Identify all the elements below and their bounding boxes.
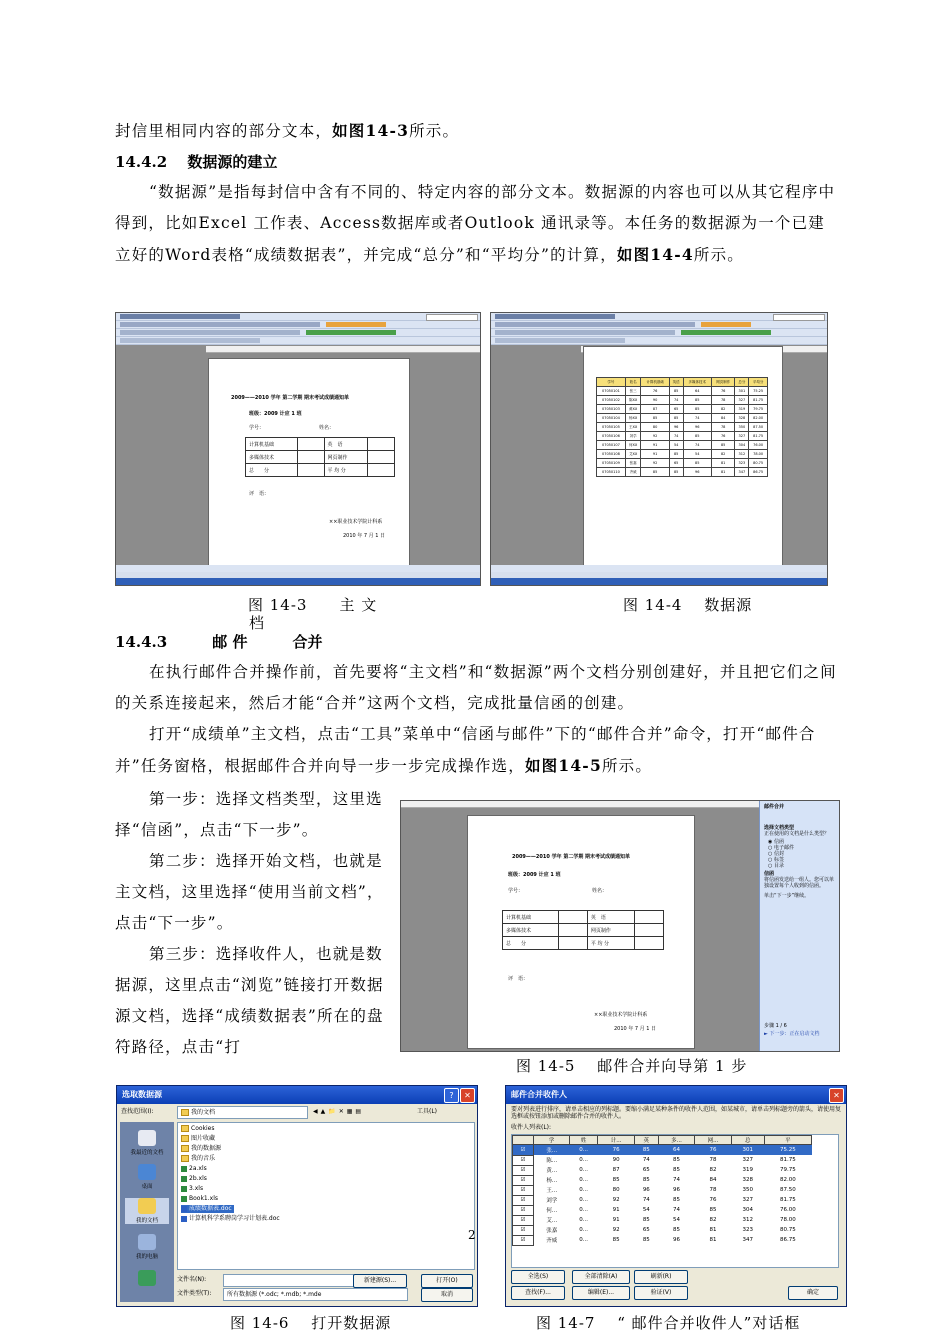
table-cell: 85 (709, 1207, 717, 1213)
table-cell: 0... (579, 1207, 589, 1213)
score-table: 计算机基础 英 语 多媒体技术 网页制作 总 分 平 均 分 (245, 437, 395, 477)
list-item[interactable]: 我的音乐 (181, 1155, 215, 1163)
table-cell: 92 (641, 459, 669, 468)
table-cell: 07050102 (597, 396, 626, 405)
table-cell: 96 (672, 1187, 680, 1193)
table-cell: 齐威 (546, 1238, 558, 1244)
option-label[interactable]: ○ 标签 (768, 857, 784, 863)
table-cell: 陈XX (625, 396, 641, 405)
main-document-page: 2009——2010 学年 第二学期 期末考试成绩通知单 班级：2009 计应 1 班 学号： 姓名： 计算机基础 英 语 多媒体技术 网页制作 总 分 平 均 分 评 语： ××职业技术学院计科系 2010 年 7 月 1 日 (208, 358, 410, 570)
table-cell: 07050106 (597, 432, 626, 441)
table-cell: 85 (642, 1147, 650, 1153)
table-row (597, 432, 768, 441)
table-cell: 黄XX (625, 405, 641, 414)
table-cell: 0... (579, 1227, 589, 1233)
table-cell: 81 (709, 1237, 717, 1243)
table-cell: 85 (672, 1167, 680, 1173)
table-row[interactable] (513, 1215, 812, 1225)
list-item[interactable]: 我的数据源 (181, 1145, 221, 1153)
table-cell: 艾... (546, 1218, 558, 1224)
table-cell: 齐威 (625, 468, 641, 477)
table-cell: 76.00 (780, 1207, 796, 1213)
table-cell: 艾XX (625, 450, 641, 459)
paragraph-merge-intro: 在执行邮件合并操作前，首先要将“主文档”和“数据源”两个文档分别创建好，并且把它们之间的关系连接起来，然后才能“合并”这两个文档，完成批量信函的创建。 (115, 663, 837, 712)
list-item[interactable]: 3.xls (181, 1185, 203, 1193)
clear-all-button[interactable]: 全部清除(A) (572, 1270, 630, 1284)
filename-input[interactable] (223, 1274, 354, 1287)
table-row[interactable] (513, 1175, 812, 1185)
table-cell: 85 (672, 1227, 680, 1233)
column-header: 总分 (735, 378, 749, 387)
table-cell: 82 (709, 1167, 717, 1173)
table-cell: 85 (612, 1237, 620, 1243)
column-header[interactable]: 学 (534, 1136, 570, 1145)
recipient-checkbox[interactable]: ☑ (513, 1205, 534, 1215)
table-row[interactable] (513, 1165, 812, 1175)
table-cell: 76 (709, 1197, 717, 1203)
table-cell: 85 (642, 1217, 650, 1223)
places-bar (120, 1122, 174, 1302)
cancel-button[interactable]: 取消 (421, 1288, 473, 1302)
table-row (597, 414, 768, 423)
table-cell: 杨... (546, 1178, 558, 1184)
caption-figure-14-3-wrap: 档 (249, 614, 266, 632)
table-row[interactable] (513, 1185, 812, 1195)
table-cell: 78.00 (749, 450, 768, 459)
caption-figure-14-7: 图 14-7 “ 邮件合并收件人”对话框 (536, 1314, 801, 1332)
recipient-list[interactable] (511, 1134, 839, 1268)
ok-button[interactable]: 确定 (788, 1286, 838, 1300)
table-cell: 76 (709, 1147, 717, 1153)
table-cell: 81 (709, 1227, 717, 1233)
recipient-checkbox[interactable]: ☑ (513, 1215, 534, 1225)
table-cell: 85 (669, 450, 683, 459)
table-cell: 07050103 (597, 405, 626, 414)
table-cell: 96 (669, 423, 683, 432)
table-cell: 07050109 (597, 459, 626, 468)
column-header (513, 1136, 534, 1145)
table-cell: 319 (735, 405, 749, 414)
column-header: 姓名 (625, 378, 641, 387)
option-email[interactable]: ○ 电子邮件 (768, 845, 794, 851)
table-cell: 65 (642, 1167, 650, 1173)
table-cell: 86.75 (780, 1237, 796, 1243)
option-directory[interactable]: ○ 目录 (768, 863, 784, 869)
section-heading-14-4-3: 14.4.3 邮 件 合并 (115, 633, 323, 651)
table-cell: 65 (669, 459, 683, 468)
table-cell: 80 (612, 1187, 620, 1193)
table-cell: 王XX (625, 423, 641, 432)
table-cell: 07050105 (597, 423, 626, 432)
table-cell: 76 (612, 1147, 620, 1153)
table-cell: 90 (612, 1157, 620, 1163)
table-cell: 刘学 (625, 432, 641, 441)
table-row[interactable] (513, 1205, 812, 1215)
table-cell: 350 (735, 423, 749, 432)
table-cell: 74 (672, 1207, 680, 1213)
figure-reference: 如图14-3 (332, 121, 410, 140)
list-item[interactable]: Book1.xls (181, 1195, 218, 1203)
table-cell: 74 (683, 441, 711, 450)
table-cell: 80 (641, 423, 669, 432)
column-header[interactable]: 姓 (569, 1136, 598, 1145)
table-cell: 刘学 (546, 1198, 558, 1204)
recipient-checkbox[interactable]: ☑ (513, 1155, 534, 1165)
recipient-checkbox[interactable]: ☑ (513, 1145, 534, 1156)
step-2-text: 第二步：选择开始文档，也就是主文档，这里选择“使用当前文档”，点击“下一步”。 (115, 852, 384, 932)
table-cell: 78 (709, 1157, 717, 1163)
table-cell: 82 (711, 450, 735, 459)
caption-figure-14-3: 图 14-3 主 文 (248, 596, 378, 614)
place-network[interactable] (125, 1270, 169, 1288)
paragraph-open-mailmerge: 打开“成绩单”主文档，点击“工具”菜单中“信函与邮件”下的“邮件合并”命令，打开“邮件合并”任务窗格，根据邮件合并向导一步一步完成操作选，如图14-5所示。 (115, 725, 816, 775)
table-cell: 86.75 (749, 468, 768, 477)
list-item[interactable]: 图片收藏 (181, 1135, 215, 1143)
table-cell: 85 (642, 1177, 650, 1183)
table-cell: 76 (711, 387, 735, 396)
table-cell: 85 (683, 396, 711, 405)
table-cell: 304 (742, 1207, 754, 1213)
dialog-title: 选取数据源 (117, 1086, 477, 1104)
table-cell: 0... (579, 1197, 589, 1203)
table-cell: 80.75 (749, 459, 768, 468)
close-icon[interactable]: ✕ (460, 1088, 475, 1103)
table-cell: 0... (579, 1147, 589, 1153)
toolbar-icons[interactable]: ◀▲📁✕▦▤ (313, 1108, 365, 1115)
table-cell: 74 (669, 396, 683, 405)
table-cell: 328 (735, 414, 749, 423)
mailmerge-recipients-dialog: 邮件合并收件人 ✕ 要对列表进行排序，请单击相应的列标题。要缩小满足某种条件的收件人范围，如某城市，请单击列标题旁的箭头，请使用复选框或按钮添加或删除邮件合并的收件人。 收件人列表(L): 学 姓 计... 英 多... 网... 总 平 ☑ 张... 0... 76 85 64 76 301 75.25 ☑ 陈... 0... 90 74 85 78 327 81.75 ☑ 黄... 0... 87 65 85 82 319 79.75 ☑ 杨... 0... 85 85 74 84 328 82.00 ☑ 王... 0... 80 96 96 78 350 87.50 ☑ 刘学 0... 92 74 85 76 327 81.75 ☑ 何... 0... 91 54 74 85 304 76.00 ☑ 艾... 0... 91 85 54 82 312 78.00 ☑ 张嘉 0... 92 65 85 81 323 80.75 ☑ 齐威 0... 85 85 96 81 347 86.75 全选(S) 全部清除(A) 刷新(R) 查找(F)... 编辑(E)... 验证(V) 确定 (505, 1085, 847, 1307)
table-cell: 07050108 (597, 450, 626, 459)
table-cell: 350 (742, 1187, 754, 1193)
table-cell: 91 (612, 1217, 620, 1223)
table-cell: 84 (711, 414, 735, 423)
table-cell: 54 (672, 1217, 680, 1223)
table-row (597, 468, 768, 477)
column-header: 学号 (597, 378, 626, 387)
table-cell: 64 (672, 1147, 680, 1153)
table-cell: 327 (742, 1197, 754, 1203)
table-cell: 347 (742, 1237, 754, 1243)
table-cell: 81 (711, 459, 735, 468)
recipient-checkbox[interactable]: ☑ (513, 1235, 534, 1245)
table-cell: 85 (669, 414, 683, 423)
table-cell: 91 (641, 450, 669, 459)
table-cell: 96 (672, 1237, 680, 1243)
table-cell: 陈... (546, 1158, 558, 1164)
file-list[interactable] (177, 1122, 475, 1270)
table-row[interactable] (513, 1155, 812, 1165)
table-cell: 81.75 (780, 1157, 796, 1163)
table-row (597, 396, 768, 405)
table-cell: 85 (672, 1157, 680, 1163)
table-cell: 0... (579, 1167, 589, 1173)
recipient-checkbox[interactable]: ☑ (513, 1195, 534, 1205)
table-cell: 90 (641, 396, 669, 405)
column-header[interactable]: 总 (731, 1136, 764, 1145)
table-cell: 84 (709, 1177, 717, 1183)
list-item[interactable]: 2b.xls (181, 1175, 207, 1183)
list-item[interactable]: 2a.xls (181, 1165, 207, 1173)
table-cell: 78.00 (780, 1217, 796, 1223)
table-cell: 64 (683, 387, 711, 396)
table-cell: 301 (742, 1147, 754, 1153)
table-cell: 87.50 (780, 1187, 796, 1193)
select-datasource-dialog: 选取数据源 ? ✕ 查找范围(I): 我的文档 ◀▲📁✕▦▤ 工具(L) 我最近的文档 桌面 我的文档 我的电脑 Cookies 图片收藏 我的数据源 我的音乐 2a.xls 2b.xls 3.xls Book1.xls 成绩数据表.doc 计算机科学系聘岗学习计划表.doc 文件名(N): 新建源(S)... 打开(O) 文件类型(T): 所有数据源 (*.odc; *.mdb; *.mde 取消 (116, 1085, 478, 1307)
step-3-text: 第三步：选择收件人，也就是数据源，这里点击“浏览”链接打开数据源文档，选择“成绩数据表”所在的盘符路径，点击“打 (115, 945, 384, 1056)
table-cell: 76 (641, 387, 669, 396)
table-cell: 301 (735, 387, 749, 396)
table-cell: 85 (683, 459, 711, 468)
paragraph-intro: 封信里相同内容的部分文本，如图14-3所示。 (115, 121, 460, 140)
table-row (597, 405, 768, 414)
table-cell: 85 (683, 405, 711, 414)
table-cell: 91 (641, 441, 669, 450)
wizard-document-page: 2009——2010 学年 第二学期 期末考试成绩通知单 班级：2009 计应 1 班 学号： 姓名： 计算机基础 英 语 多媒体技术 网页制作 总 分 平 均 分 评 语： ××职业技术学院计科系 2010 年 7 月 1 日 (467, 815, 695, 1049)
table-cell: 85 (669, 387, 683, 396)
table-cell: 张三 (625, 387, 641, 396)
table-cell: 张嘉 (625, 459, 641, 468)
filetype-select[interactable]: 所有数据源 (*.odc; *.mdb; *.mde (223, 1288, 408, 1301)
next-step-link[interactable]: ► 下一步：正在启动文档 (764, 1031, 820, 1037)
table-cell: 07050110 (597, 468, 626, 477)
table-cell: 74 (642, 1197, 650, 1203)
place-desktop[interactable]: 桌面 (125, 1164, 169, 1190)
table-row[interactable] (513, 1225, 812, 1235)
table-cell: 82 (711, 405, 735, 414)
caption-figure-14-4: 图 14-4 数据源 (623, 596, 753, 614)
list-item[interactable]: Cookies (181, 1125, 215, 1133)
table-cell: 87.50 (749, 423, 768, 432)
table-cell: 323 (735, 459, 749, 468)
section-heading-14-4-2: 14.4.2 数据源的建立 (115, 153, 278, 171)
figure-14-3-main-document-screenshot (115, 312, 481, 586)
table-cell: 92 (612, 1197, 620, 1203)
recipient-table (512, 1135, 812, 1246)
datasource-page (583, 346, 783, 570)
table-cell: 87 (612, 1167, 620, 1173)
open-button[interactable]: 打开(O) (421, 1274, 473, 1288)
recipient-checkbox[interactable]: ☑ (513, 1225, 534, 1235)
column-header[interactable]: 计... (598, 1136, 634, 1145)
table-cell: 319 (742, 1167, 754, 1173)
table-row[interactable] (513, 1235, 812, 1245)
table-cell: 54 (683, 450, 711, 459)
table-cell: 80.75 (780, 1227, 796, 1233)
refresh-button[interactable]: 刷新(R) (634, 1270, 688, 1284)
table-cell: 327 (735, 396, 749, 405)
recipient-checkbox[interactable]: ☑ (513, 1165, 534, 1175)
step-1-text: 第一步：选择文档类型，这里选择“信函”，点击“下一步”。 (115, 790, 383, 839)
table-cell: 75.25 (749, 387, 768, 396)
place-recent[interactable]: 我最近的文档 (125, 1130, 169, 1156)
caption-figure-14-5: 图 14-5 邮件合并向导第 1 步 (516, 1057, 748, 1075)
table-cell: 96 (683, 468, 711, 477)
table-cell: 0... (579, 1187, 589, 1193)
dialog-title: 邮件合并收件人 (506, 1086, 846, 1104)
instructions-text: 要对列表进行排序，请单击相应的列标题。要缩小满足某种条件的收件人范围，如某城市，请单击列标题旁的箭头，请使用复选框或按钮添加或删除邮件合并的收件人。 (511, 1106, 842, 1120)
table-cell: 74 (683, 414, 711, 423)
validate-button[interactable]: 验证(V) (634, 1286, 688, 1300)
caption-figure-14-6: 图 14-6 打开数据源 (230, 1314, 392, 1332)
datasource-table (596, 377, 768, 477)
table-cell: 312 (735, 450, 749, 459)
column-header: 计算机基础 (641, 378, 669, 387)
column-header[interactable]: 多... (658, 1136, 694, 1145)
figure-14-5-mailmerge-wizard-screenshot (400, 800, 840, 1052)
table-cell: 74 (672, 1177, 680, 1183)
table-cell: 0... (579, 1177, 589, 1183)
find-button[interactable]: 查找(F)... (511, 1286, 565, 1300)
table-cell: 81 (711, 468, 735, 477)
table-cell: 65 (669, 405, 683, 414)
mailmerge-task-pane: 邮件合并 选择文档类型 正在使用的文档是什么类型？ ◉ 信函 ○ 电子邮件 ○ 信封 ○ 标签 ○ 目录 信函 将信函发送给一组人。您可以单独设置每个人收到的信函。 单击“下一步”继续。 步骤 1 / 6 ► 下一步：正在启动文档 (759, 801, 840, 1051)
tools-menu[interactable]: 工具(L) (417, 1108, 438, 1115)
table-row (597, 459, 768, 468)
figure-14-4-datasource-screenshot (490, 312, 828, 586)
option-letter[interactable]: ◉ 信函 (768, 839, 784, 845)
edit-button[interactable]: 编辑(E)... (572, 1286, 630, 1300)
place-mycomputer[interactable]: 我的电脑 (125, 1234, 169, 1260)
table-cell: 96 (642, 1187, 650, 1193)
table-cell: 81.75 (749, 432, 768, 441)
table-row (597, 450, 768, 459)
table-cell: 82 (709, 1217, 717, 1223)
option-envelope[interactable]: ○ 信封 (768, 851, 784, 857)
paragraph-datasource: “数据源”是指每封信中含有不同的、特定内容的部分文本。数据源的内容也可以从其它程序中得到，比如Excel 工作表、Access数据库或者Outlook 通讯录等。本任务的数据源为一个已建立好的Word表格“成绩数据表”，并完成“总分”和“平均分”的计算，如图14-4所示。 (115, 183, 836, 264)
table-cell: 82.00 (749, 414, 768, 423)
table-row (597, 441, 768, 450)
page-number: 2 (468, 1228, 476, 1242)
table-row (597, 423, 768, 432)
column-header[interactable]: 网... (695, 1136, 731, 1145)
list-item-selected[interactable]: 成绩数据表.doc (181, 1205, 234, 1213)
table-cell: 85 (641, 468, 669, 477)
table-cell: 0... (579, 1237, 589, 1243)
recipient-checkbox[interactable]: ☑ (513, 1185, 534, 1195)
table-cell: 0... (579, 1157, 589, 1163)
table-cell: 54 (669, 441, 683, 450)
table-cell: 杨XX (625, 414, 641, 423)
table-cell: 74 (642, 1157, 650, 1163)
table-cell: 327 (735, 432, 749, 441)
place-mydocuments[interactable]: 我的文档 (125, 1198, 169, 1224)
table-cell: 78 (709, 1187, 717, 1193)
table-cell: 81.75 (749, 396, 768, 405)
table-cell: 323 (742, 1227, 754, 1233)
table-cell: 327 (742, 1157, 754, 1163)
column-header: 网页制作 (711, 378, 735, 387)
table-cell: 何XX (625, 441, 641, 450)
table-cell: 74 (669, 432, 683, 441)
table-row (597, 387, 768, 396)
table-cell: 87 (641, 405, 669, 414)
table-cell: 75.25 (780, 1147, 796, 1153)
column-header: 英语 (669, 378, 683, 387)
column-header[interactable]: 英 (634, 1136, 658, 1145)
table-cell: 76.00 (749, 441, 768, 450)
table-cell: 82.00 (780, 1177, 796, 1183)
table-cell: 81.75 (780, 1197, 796, 1203)
table-cell: 黄... (546, 1168, 558, 1174)
table-cell: 78 (711, 423, 735, 432)
select-all-button[interactable]: 全选(S) (511, 1270, 565, 1284)
table-cell: 85 (612, 1177, 620, 1183)
list-item[interactable]: 计算机科学系聘岗学习计划表.doc (181, 1215, 280, 1223)
table-cell: 347 (735, 468, 749, 477)
table-cell: 85 (711, 441, 735, 450)
table-cell: 何... (546, 1208, 558, 1214)
table-cell: 96 (683, 423, 711, 432)
table-cell: 78 (711, 396, 735, 405)
table-cell: 79.75 (780, 1167, 796, 1173)
table-cell: 312 (742, 1217, 754, 1223)
table-cell: 85 (642, 1237, 650, 1243)
table-cell: 92 (612, 1227, 620, 1233)
table-cell: 07050107 (597, 441, 626, 450)
table-cell: 76 (711, 432, 735, 441)
table-cell: 0... (579, 1217, 589, 1223)
table-cell: 54 (642, 1207, 650, 1213)
recipient-checkbox[interactable]: ☑ (513, 1175, 534, 1185)
help-icon[interactable]: ? (444, 1088, 459, 1103)
table-cell: 85 (641, 414, 669, 423)
table-cell: 92 (641, 432, 669, 441)
table-cell: 79.75 (749, 405, 768, 414)
table-cell: 328 (742, 1177, 754, 1183)
table-row[interactable] (513, 1145, 812, 1156)
table-cell: 85 (683, 432, 711, 441)
look-in-select[interactable]: 我的文档 (177, 1106, 308, 1119)
table-cell: 85 (669, 468, 683, 477)
column-header: 平均分 (749, 378, 768, 387)
table-cell: 王... (546, 1188, 558, 1194)
table-cell: 张... (546, 1148, 558, 1154)
table-cell: 07050101 (597, 387, 626, 396)
table-cell: 张嘉 (546, 1228, 558, 1234)
table-cell: 304 (735, 441, 749, 450)
table-row[interactable] (513, 1195, 812, 1205)
close-icon[interactable]: ✕ (829, 1088, 844, 1103)
table-cell: 85 (672, 1197, 680, 1203)
new-source-button[interactable]: 新建源(S)... (353, 1274, 407, 1288)
table-cell: 65 (642, 1227, 650, 1233)
table-cell: 91 (612, 1207, 620, 1213)
table-cell: 07050104 (597, 414, 626, 423)
column-header[interactable]: 平 (764, 1136, 811, 1145)
column-header: 多媒体技术 (683, 378, 711, 387)
